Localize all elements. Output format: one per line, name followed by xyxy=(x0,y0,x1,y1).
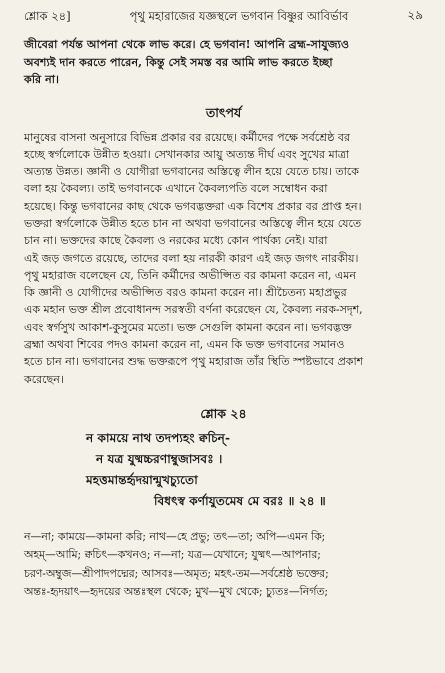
header-verse-ref: শ্লোক ২৪] xyxy=(24,8,71,23)
synonyms-line: অন্তঃ-হৃদয়াৎ—হৃদয়ের অন্তঃস্থল থেকে; মুখ—মুখ থেকে; চ্যুতঃ—নির্গত; xyxy=(24,585,329,599)
purport-line: পৃথু মহারাজ বলেছেন যে, তিনি কর্মীদের অভীপ্সিত বর কামনা করেন না, এমন xyxy=(24,268,356,282)
translation xyxy=(24,36,423,89)
purport-heading: তাৎপর্য xyxy=(205,104,242,120)
purport-line: এই জড় জগতে রয়েছে, তাদের বলা হয় নারকী কারণ এই জড় জগৎ নারকীয়। xyxy=(24,251,359,265)
verse-line: মহত্তমান্তর্হৃদয়ান্মুখচ্যুতো xyxy=(86,472,198,487)
page-number: ২৯ xyxy=(407,8,423,22)
purport-line: ভক্তরা স্বর্গলোকে উন্নীত হতে চান না অথবা ভগবানের অস্তিত্বে লীন হয়ে যেতে xyxy=(24,216,362,230)
purport-line: ব্রহ্মা অথবা শিবের পদও কামনা করেন না, এমন কি ভক্ত ভগবানের সমানও xyxy=(24,338,345,352)
purport-line: করেছেন। xyxy=(24,372,64,386)
purport-line: হয়েছে। কিন্তু ভগবানের কাছ থেকে ভগবদ্ভক্তরা এক বিশেষ প্রকার বর প্রাপ্ত হন। xyxy=(24,199,362,213)
synonyms-line: চরণ-অম্বুজ—শ্রীপাদপদ্মের; আসবঃ—অমৃত; মহৎ-তম—সর্বশ্রেষ্ঠ ভক্তের; xyxy=(24,566,329,580)
synonyms-line: ন—না; কাময়ে—কামনা করি; নাথ—হে প্রভু; তৎ—তা; অপি—এমন কি; xyxy=(24,529,326,543)
purport-line: বলা হয় কৈবল্য। তাই ভগবানকে এখানে কৈবল্যপতি বলে সম্বোধন করা xyxy=(24,182,328,196)
purport-line: হতে চান না। ভগবানের শুদ্ধ ভক্তরূপে পৃথু মহারাজ তাঁর স্থিতি স্পষ্টভাবে প্রকাশ xyxy=(24,355,364,369)
purport-line: এক মহান ভক্ত শ্রীল প্রবোধানন্দ সরস্বতী বর্ণনা করেছেন যে, কৈবল্য নরক-সদৃশ, xyxy=(24,303,363,317)
purport-line: এবং স্বর্গসুখ আকাশ-কুসুমের মতো। ভক্ত সেগুলি কামনা করেন না। ভগবদ্ভক্ত xyxy=(24,320,352,334)
translation-line: জীবেরা পর্যন্ত আপনা থেকে লাভ করে। হে ভগবান! আপনি ব্রহ্ম-সাযুজ্যও xyxy=(24,37,350,51)
purport-text xyxy=(24,129,423,388)
purport-line: অত্যন্ত উন্নত। জ্ঞানী ও যোগীরা ভগবানের অস্তিত্বে লীন হয়ে যেতে চায়। তাকে xyxy=(24,165,359,179)
verse-title: শ্লোক ২৪ xyxy=(200,405,247,421)
verse-line: ন কাময়ে নাথ তদপ্যহং ক্বচিন্- xyxy=(86,430,230,445)
translation-line: করি না। xyxy=(24,72,59,86)
word-synonyms xyxy=(24,528,423,602)
purport-line: কি জ্ঞানী ও যোগীদের অভীপ্সিত বরও কামনা করেন না। শ্রীচৈতন্য মহাপ্রভুর xyxy=(24,286,347,300)
purport-line: হচ্ছে স্বর্গলোকে উন্নীত হওয়া। সেখানকার আয়ু অত্যন্ত দীর্ঘ এবং সুখের মাত্রা xyxy=(24,147,350,161)
translation-line: অবশ্যই দান করতে পারেন, কিন্তু সেই সমস্ত বর আমি লাভ করতে ইচ্ছা xyxy=(24,54,333,69)
verse-line: ন যত্র যুষ্মচ্চরণাম্বুজাসবঃ । xyxy=(96,451,223,466)
sanskrit-verse xyxy=(24,428,423,512)
purport-line: মানুষের বাসনা অনুসারে বিভিন্ন প্রকার বর রয়েছে। কর্মীদের পক্ষে সর্বশ্রেষ্ঠ বর xyxy=(24,130,351,144)
verse-line: বিধৎস্ব কর্ণাযুতমেষ মে বরঃ ॥ ২৪ ॥ xyxy=(154,493,326,508)
synonyms-line: অহম্—আমি; ক্বচিৎ—কখনও; ন—না; যত্র—যেখানে; যুষ্মৎ—আপনার; xyxy=(24,548,321,562)
purport-line: চান না। ভক্তদের কাছে কৈবল্য ও নরকের মধ্যে কোন পার্থক্য নেই। যারা xyxy=(24,234,328,248)
running-header xyxy=(24,6,423,28)
header-chapter-title: পৃথু মহারাজের যজ্ঞস্থলে ভগবান বিষ্ণুর আবির্ভাব xyxy=(129,8,349,23)
